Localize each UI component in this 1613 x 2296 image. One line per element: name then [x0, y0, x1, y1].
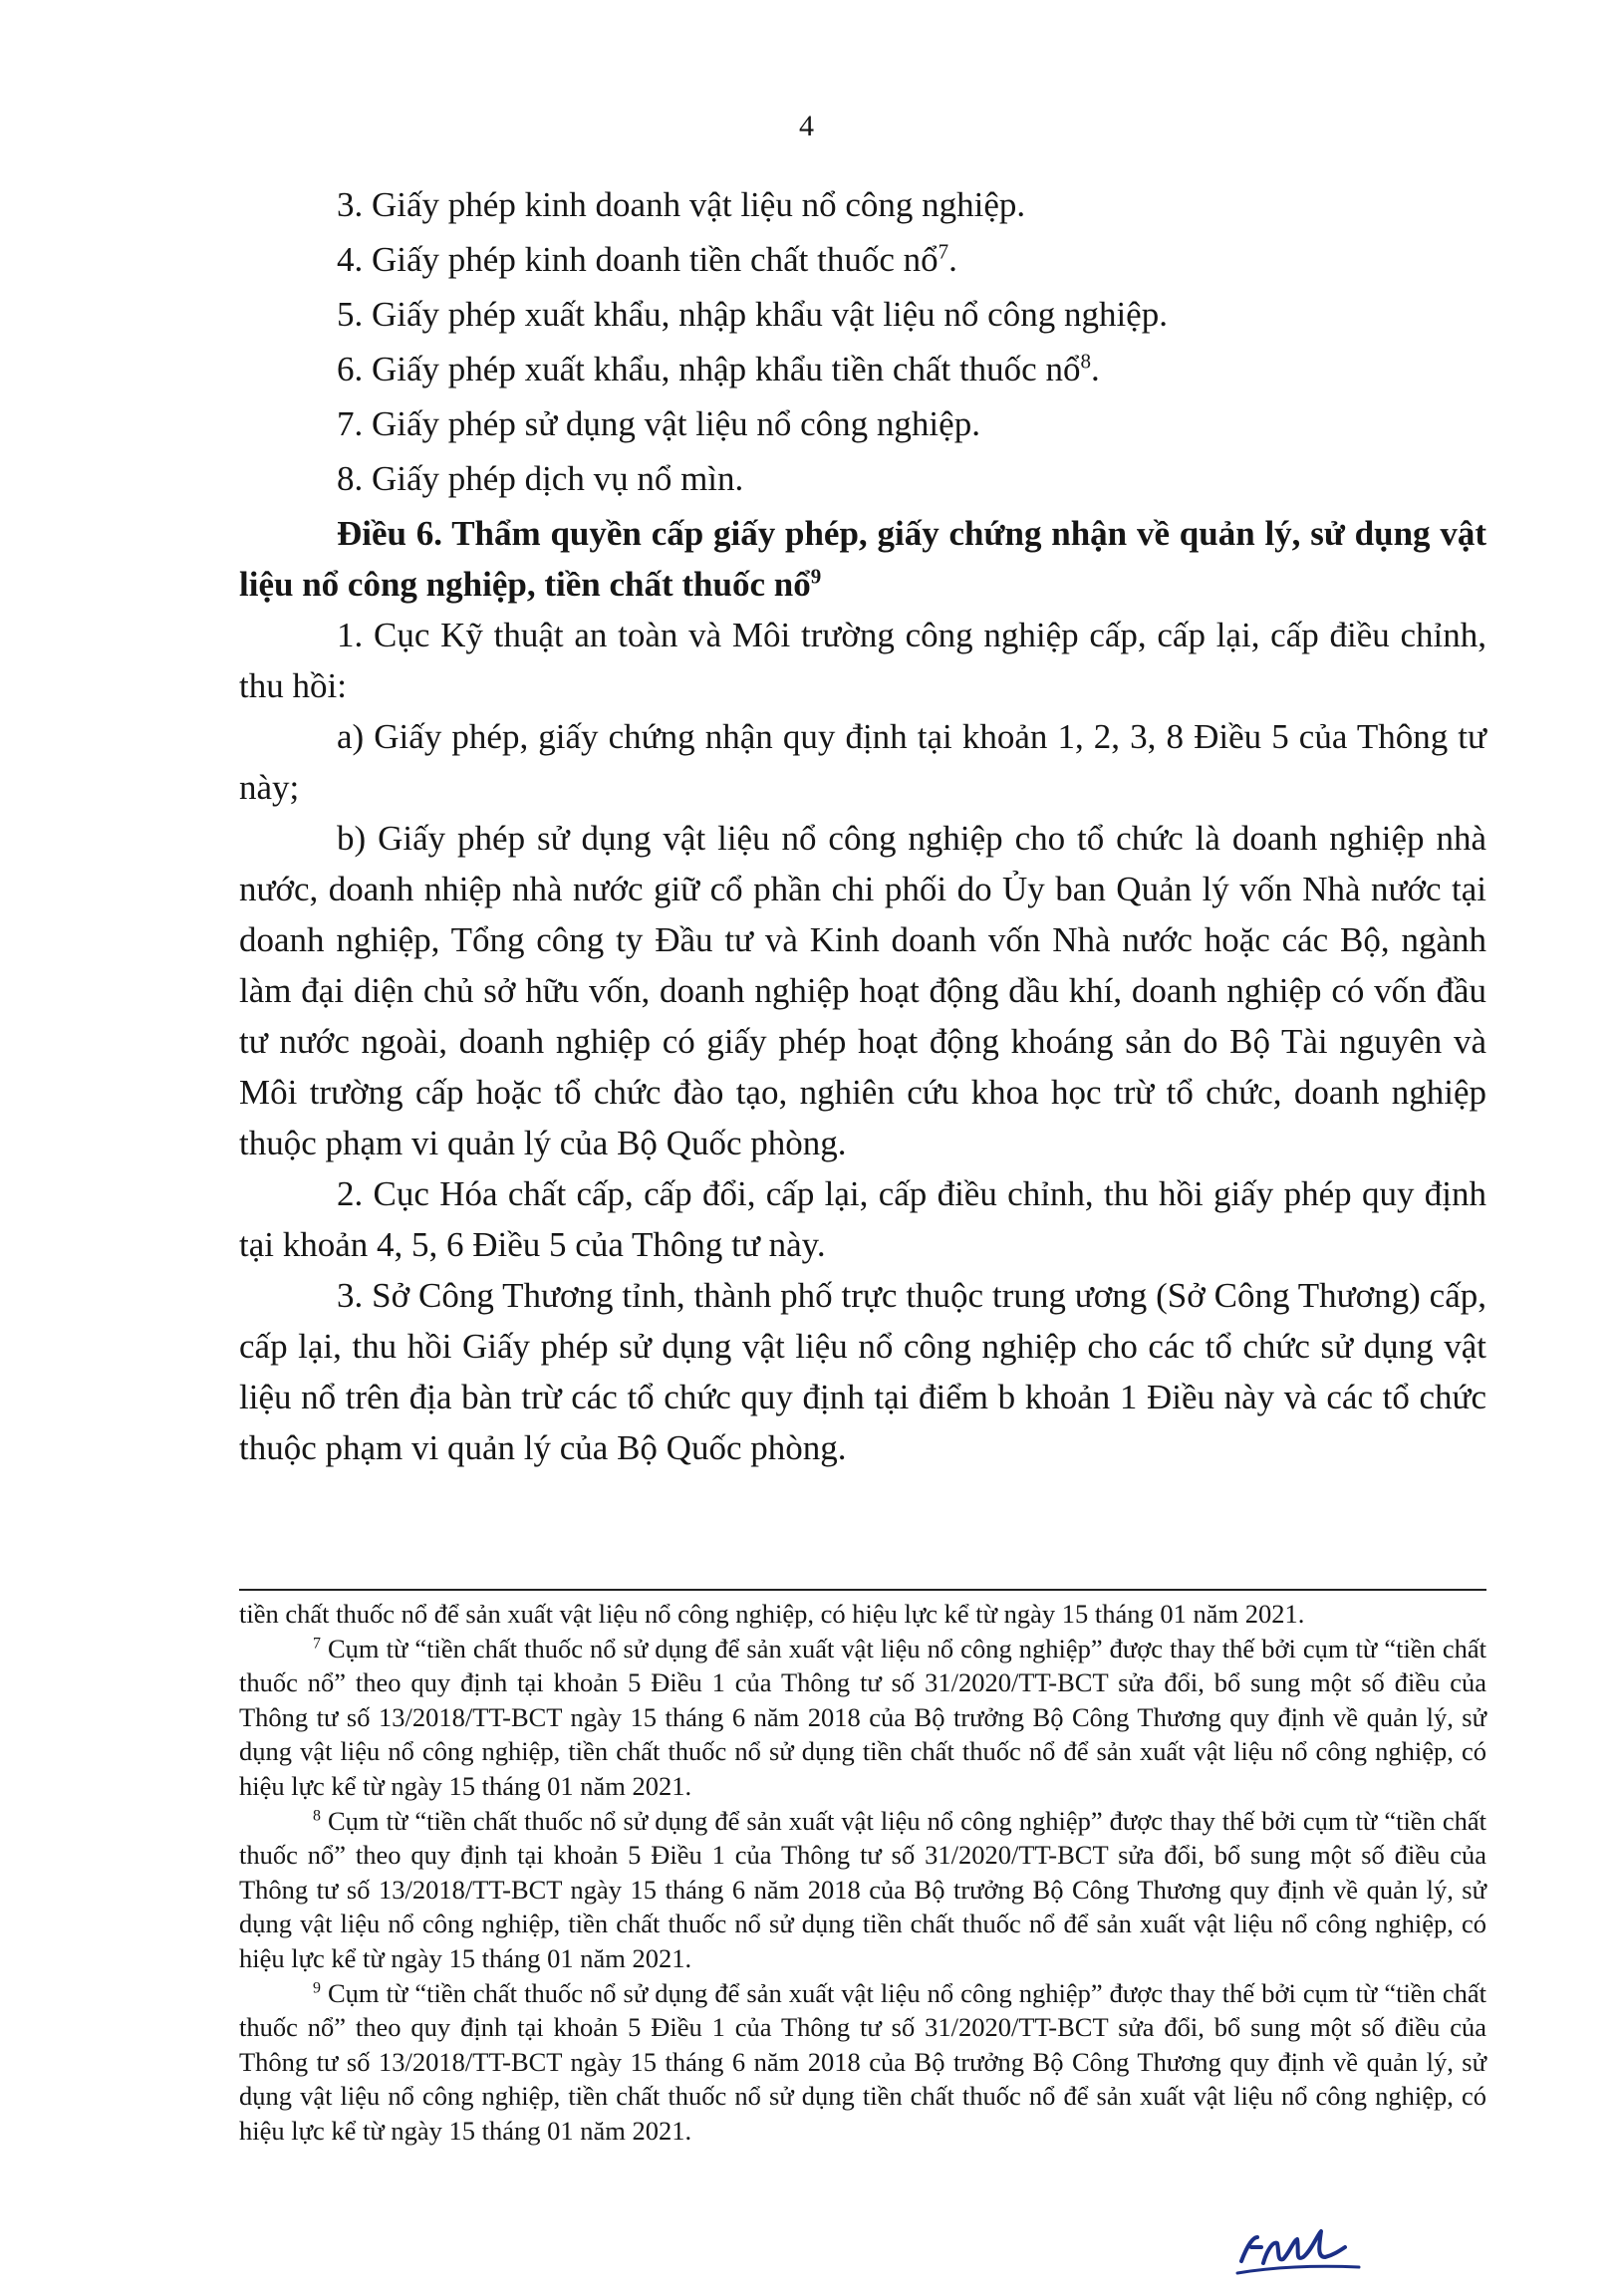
article-heading	[239, 508, 1486, 610]
footnote-text: Cụm từ “tiền chất thuốc nổ sử dụng để sản xuất vật liệu nổ công nghiệp” được thay thế bởi cụm từ “tiền chất thuốc nổ” theo quy định tại khoản 5 Điều 1 của Thông tư số 31/2020/TT-BCT sửa đổi, bổ sung một số điều của Thông tư số 13/2018/TT-BCT ngày 15 tháng 6 năm 2018 của Bộ trưởng Bộ Công Thương quy định về quản lý, sử dụng vật liệu nổ công nghiệp, tiền chất thuốc nổ sử dụng tiền chất thuốc nổ để sản xuất vật liệu nổ công nghiệp, có hiệu lực kể từ ngày 15 tháng 01 năm 2021.	[239, 1805, 1486, 1973]
paragraph: 2. Cục Hóa chất cấp, cấp đổi, cấp lại, cấp điều chỉnh, thu hồi giấy phép quy định tại khoản 4, 5, 6 Điều 5 của Thông tư này.	[239, 1174, 1486, 1264]
footnote-number: 7	[313, 1635, 321, 1653]
list-item-text: 7. Giấy phép sử dụng vật liệu nổ công nghiệp.	[337, 404, 980, 443]
footnote-ref[interactable]: 7	[938, 239, 949, 264]
footnotes	[239, 1597, 1486, 2149]
list-item	[239, 344, 1486, 394]
list-item-text: 8. Giấy phép dịch vụ nổ mìn.	[337, 459, 744, 498]
list-item	[239, 234, 1486, 285]
paragraph: a) Giấy phép, giấy chứng nhận quy định tại khoản 1, 2, 3, 8 Điều 5 của Thông tư này;	[239, 717, 1486, 807]
list-item-tail: .	[948, 240, 957, 279]
footnote-number: 8	[313, 1807, 321, 1825]
list-item-text: 3. Giấy phép kinh doanh vật liệu nổ công nghiệp.	[337, 185, 1026, 224]
list-item-text: 5. Giấy phép xuất khẩu, nhập khẩu vật liệu nổ công nghiệp.	[337, 295, 1168, 334]
footnote-text: Cụm từ “tiền chất thuốc nổ sử dụng để sản xuất vật liệu nổ công nghiệp” được thay thế bởi cụm từ “tiền chất thuốc nổ” theo quy định tại khoản 5 Điều 1 của Thông tư số 31/2020/TT-BCT sửa đổi, bổ sung một số điều của Thông tư số 13/2018/TT-BCT ngày 15 tháng 6 năm 2018 của Bộ trưởng Bộ Công Thương quy định về quản lý, sử dụng vật liệu nổ công nghiệp, tiền chất thuốc nổ sử dụng tiền chất thuốc nổ để sản xuất vật liệu nổ công nghiệp, có hiệu lực kể từ ngày 15 tháng 01 năm 2021.	[239, 1633, 1486, 1801]
footnote-continuation: tiền chất thuốc nổ để sản xuất vật liệu nổ công nghiệp, có hiệu lực kể từ ngày 15 tháng 01 năm 2021.	[239, 1599, 1305, 1629]
paragraph: 1. Cục Kỹ thuật an toàn và Môi trường công nghiệp cấp, cấp lại, cấp điều chỉnh, thu hồi:	[239, 616, 1486, 705]
footnote	[239, 1632, 1486, 1804]
footnote-text: Cụm từ “tiền chất thuốc nổ sử dụng để sản xuất vật liệu nổ công nghiệp” được thay thế bởi cụm từ “tiền chất thuốc nổ” theo quy định tại khoản 5 Điều 1 của Thông tư số 31/2020/TT-BCT sửa đổi, bổ sung một số điều của Thông tư số 13/2018/TT-BCT ngày 15 tháng 6 năm 2018 của Bộ trưởng Bộ Công Thương quy định về quản lý, sử dụng vật liệu nổ công nghiệp, tiền chất thuốc nổ sử dụng tiền chất thuốc nổ để sản xuất vật liệu nổ công nghiệp, có hiệu lực kể từ ngày 15 tháng 01 năm 2021.	[239, 1977, 1486, 2146]
list-item	[239, 289, 1486, 340]
footnote-number: 9	[313, 1979, 321, 1996]
paragraph: 3. Sở Công Thương tỉnh, thành phố trực thuộc trung ương (Sở Công Thương) cấp, cấp lại, thu hồi Giấy phép sử dụng vật liệu nổ công nghiệp cho các tổ chức sử dụng vật liệu nổ trên địa bàn trừ các tổ chức quy định tại điểm b khoản 1 Điều này và các tổ chức thuộc phạm vi quản lý của Bộ Quốc phòng.	[239, 1276, 1486, 1467]
page-number: 4	[799, 110, 814, 142]
document-body	[239, 179, 1486, 1473]
footnote-ref[interactable]: 8	[1080, 349, 1091, 374]
footnote	[239, 1976, 1486, 2149]
paragraph: b) Giấy phép sử dụng vật liệu nổ công nghiệp cho tổ chức là doanh nghiệp nhà nước, doanh nhiệp nhà nước giữ cổ phần chi phối do Ủy ban Quản lý vốn Nhà nước tại doanh nghiệp, Tổng công ty Đầu tư và Kinh doanh vốn Nhà nước hoặc các Bộ, ngành làm đại diện chủ sở hữu vốn, doanh nghiệp hoạt động dầu khí, doanh nghiệp có vốn đầu tư nước ngoài, doanh nghiệp có giấy phép hoạt động khoáng sản do Bộ Tài nguyên và Môi trường cấp hoặc tổ chức đào tạo, nghiên cứu khoa học trừ tổ chức, doanh nghiệp thuộc phạm vi quản lý của Bộ Quốc phòng.	[239, 819, 1486, 1162]
list-item	[239, 179, 1486, 230]
list-item-text: 4. Giấy phép kinh doanh tiền chất thuốc nổ	[337, 240, 939, 279]
footnote-ref[interactable]: 9	[810, 564, 822, 589]
list-item-text: 6. Giấy phép xuất khẩu, nhập khẩu tiền chất thuốc nổ	[337, 350, 1081, 388]
signature-icon	[1233, 2223, 1373, 2283]
list-item	[239, 398, 1486, 449]
footnote	[239, 1804, 1486, 1976]
list-item-tail: .	[1090, 350, 1100, 388]
footnote-divider	[239, 1589, 1486, 1591]
article-title: Điều 6. Thẩm quyền cấp giấy phép, giấy chứng nhận về quản lý, sử dụng vật liệu nổ công nghiệp, tiền chất thuốc nổ	[239, 514, 1486, 604]
list-item	[239, 453, 1486, 504]
